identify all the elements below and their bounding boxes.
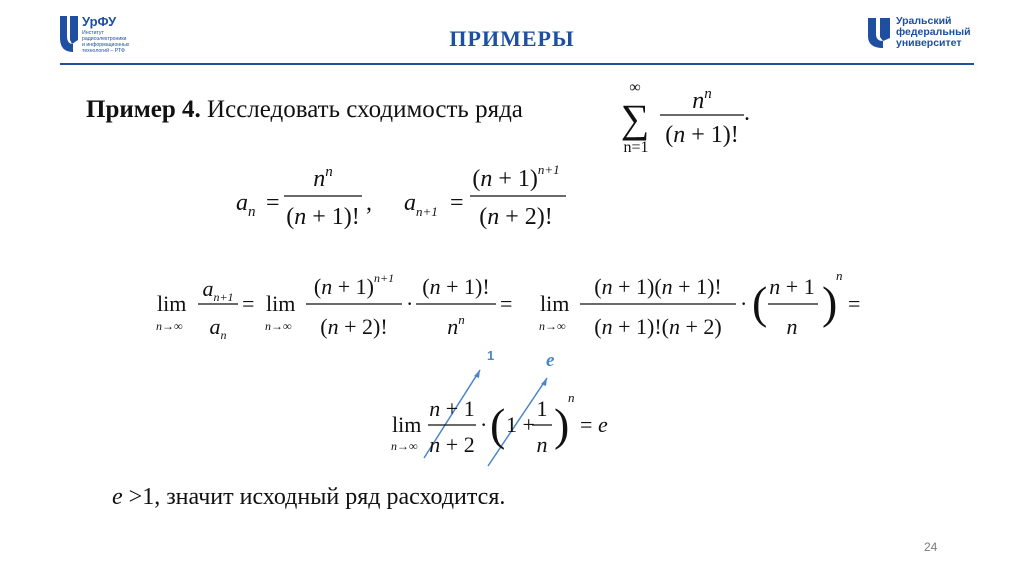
svg-text:=: = [848, 291, 861, 316]
page-title: ПРИМЕРЫ [449, 26, 575, 51]
svg-text:·: · [480, 412, 488, 437]
series-formula [621, 79, 750, 156]
term-a-n [236, 164, 372, 230]
svg-text:n→∞: n→∞ [156, 319, 183, 333]
arrow2-label: e [546, 350, 555, 371]
svg-text:nn: $n^n$ [447, 312, 465, 339]
limit-step-2 [391, 390, 608, 457]
logo-right-name: Уральский федеральный университет [896, 15, 971, 49]
svg-text:=: = [500, 291, 513, 316]
svg-text:lim: lim [266, 291, 296, 316]
svg-text:=: = [450, 190, 464, 216]
svg-text:1 +: 1 + [506, 412, 535, 437]
svg-text:(: ( [490, 399, 506, 450]
series-period: . [744, 100, 750, 126]
svg-text:(n + 1)!: (n + 1)! [286, 204, 360, 230]
svg-text:): ) [822, 277, 838, 328]
svg-text:(: ( [752, 277, 768, 328]
conclusion-e: e [112, 484, 123, 510]
svg-text:nn: $n^n$ [313, 164, 333, 192]
svg-text:=: = [266, 190, 280, 216]
svg-text:(n + 1)(n + 1)!: (n + 1)(n + 1)! [594, 274, 722, 299]
svg-text:): ) [554, 399, 570, 450]
svg-text:lim: lim [392, 412, 422, 437]
limit-step-1 [156, 268, 860, 342]
svg-text:=: = [580, 412, 593, 437]
svg-text:(n + 2)!: (n + 2)! [479, 204, 553, 230]
svg-text:an+1: $a_{n+1}$ [404, 190, 438, 219]
svg-text:(n + 1)!(n + 2): (n + 1)!(n + 2) [594, 314, 722, 339]
svg-text:,: , [366, 190, 372, 216]
conclusion-text: >1, значит исходный ряд расходится. [122, 484, 506, 510]
svg-text:n: n [786, 314, 798, 339]
svg-text:n→∞: n→∞ [391, 439, 418, 453]
svg-text:=: = [242, 291, 255, 316]
svg-text:1: 1 [536, 396, 548, 421]
sum-lower: n=1 [623, 139, 649, 156]
svg-text:e: e [598, 412, 608, 437]
svg-text:·: · [406, 291, 414, 316]
svg-text:(n + 1)n+1: $(n + 1)^{n+1}$ [472, 162, 560, 192]
svg-text:an: $a_n$ [236, 190, 256, 220]
svg-text:(n + 2)!: (n + 2)! [320, 314, 388, 339]
svg-text:lim: lim [157, 291, 187, 316]
svg-text:n→∞: n→∞ [539, 319, 566, 333]
term-a-n1 [404, 162, 566, 230]
sum-upper: ∞ [629, 79, 641, 96]
problem-label: Пример 4. [86, 96, 201, 123]
svg-text:n + 1: n + 1 [769, 274, 815, 299]
svg-text:·: · [740, 291, 748, 316]
svg-text:n: n [536, 432, 548, 457]
logo-left-subtitle: Институт радиоэлектроники и информационных технологий – РТФ [82, 30, 130, 54]
logo-left-name: УрФУ [82, 14, 117, 29]
svg-text:an: $a_n$ [209, 314, 227, 342]
sum-sign: ∑ [620, 96, 650, 141]
svg-text:lim: lim [540, 291, 570, 316]
page-number: 24 [924, 540, 938, 554]
series-numerator: $n^n$ [692, 86, 712, 114]
problem-text: Исследовать сходимость ряда [207, 96, 523, 123]
svg-text:n + 1: n + 1 [429, 396, 475, 421]
series-denominator: (n + 1)! [665, 122, 739, 148]
svg-text:(n + 1)!: (n + 1)! [422, 274, 490, 299]
conclusion [112, 484, 505, 511]
svg-text:n: n [836, 268, 843, 283]
svg-text:n→∞: n→∞ [265, 319, 292, 333]
arrow1-label: 1 [487, 348, 495, 363]
svg-text:an+1: $a_{n+1}$ [202, 276, 234, 304]
svg-text:n + 2: n + 2 [429, 432, 475, 457]
svg-text:(n + 1)n+1: $(n + 1)^{n+1}$ [313, 271, 395, 299]
svg-text:n: n [568, 390, 575, 405]
